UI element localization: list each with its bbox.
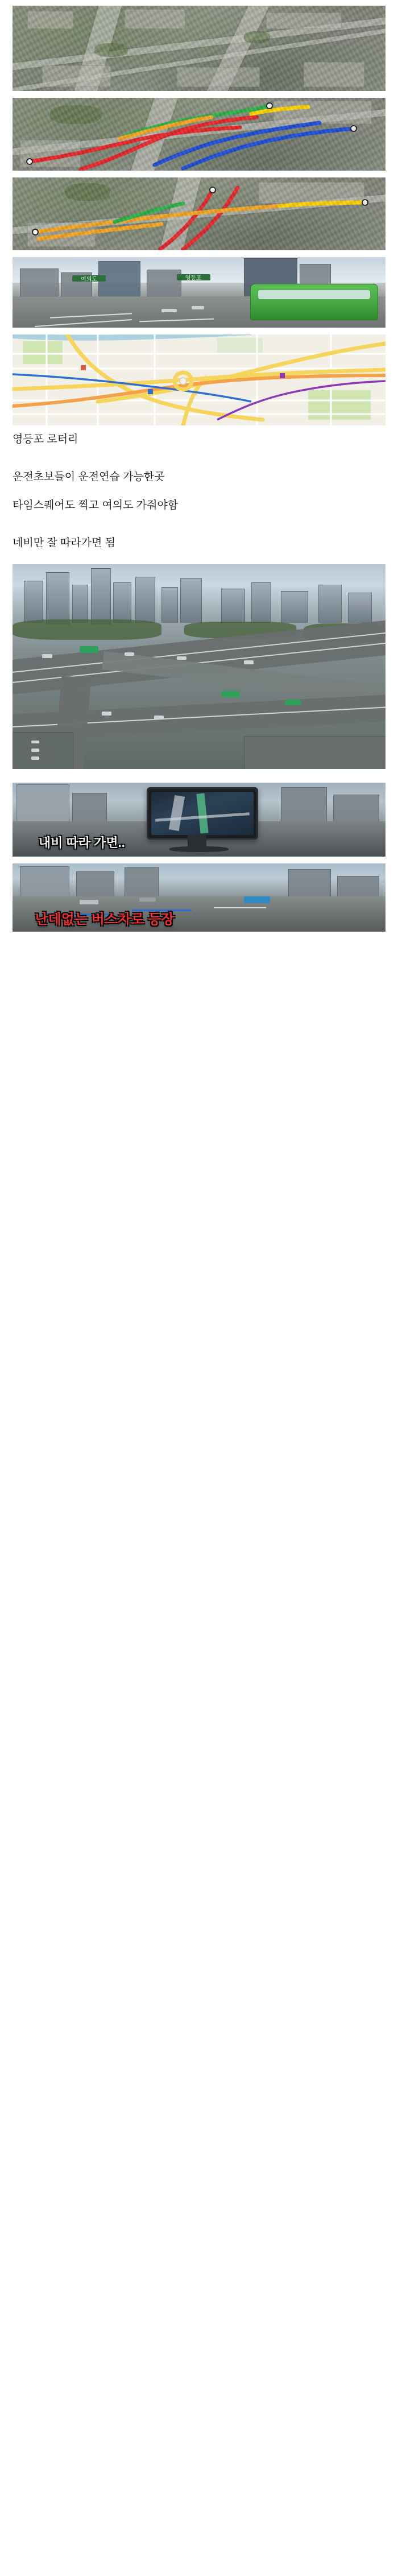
- bus-window: [258, 290, 370, 299]
- overhead-direction-sign: 여의도: [72, 275, 106, 282]
- skyscraper: [318, 585, 342, 623]
- car: [154, 716, 164, 719]
- car: [102, 712, 111, 715]
- map-svg: [13, 334, 385, 425]
- skyscraper: [180, 578, 202, 623]
- building-block: [125, 9, 185, 29]
- place-label: 영등포 로터리: [13, 433, 78, 445]
- building: [147, 270, 181, 296]
- car: [80, 900, 98, 904]
- car: [192, 306, 204, 309]
- block-street-bus: [0, 257, 398, 328]
- skyscraper: [251, 582, 271, 622]
- skyscraper: [281, 591, 308, 623]
- skyscraper: [161, 587, 177, 623]
- block-caption-place: [0, 432, 398, 447]
- caption-line-2: 타임스퀘어도 찍고 여의도 가줘야함: [13, 499, 179, 511]
- building-block: [304, 62, 364, 87]
- parked-car: [31, 749, 39, 752]
- building-block: [177, 67, 260, 87]
- aerial-photo-with-route-overlay-2: [13, 177, 385, 250]
- skyscraper: [46, 572, 69, 625]
- skyscraper: [348, 593, 371, 622]
- skyscraper: [91, 568, 111, 625]
- building: [20, 268, 59, 296]
- block-aerial-routes-2: [0, 177, 398, 250]
- building-block: [42, 65, 110, 87]
- green-area: [244, 31, 270, 43]
- skyscraper: [135, 577, 155, 623]
- parking-lot: [13, 732, 73, 769]
- aerial-photo-with-route-overlay-1: [13, 98, 385, 171]
- green-city-bus: [250, 284, 378, 320]
- route-overlay: [13, 177, 385, 250]
- car: [42, 654, 52, 658]
- route-overlay: [13, 98, 385, 171]
- nav-route-line: [196, 793, 209, 833]
- building: [281, 787, 327, 825]
- vector-road-map-yeongdeungpo: [13, 334, 385, 425]
- block-dashcam-bus-lane: [0, 863, 398, 932]
- navigation-screen[interactable]: [151, 792, 254, 835]
- car: [139, 898, 156, 902]
- bus: [221, 691, 240, 697]
- car: [161, 309, 176, 312]
- device-mount: [188, 834, 206, 847]
- block-aerial-routes-1: [0, 98, 398, 171]
- dashcam-photo-navigation-device: [13, 783, 385, 857]
- drone-photo-city-expressway: [13, 564, 385, 769]
- block-dashcam-navi: [0, 783, 398, 857]
- dashcam-photo-bus-lane: [13, 863, 385, 932]
- overhead-direction-sign-2: 영등포: [177, 274, 210, 280]
- building: [125, 867, 159, 900]
- caption-line-1: 운전초보들이 운전연습 가능한곳: [13, 471, 165, 483]
- parked-car: [31, 756, 39, 760]
- caption-line-3: 네비만 잘 따라가면 됨: [13, 537, 116, 549]
- bus: [244, 896, 270, 903]
- aerial-photo-yeongdeungpo-rotary: [13, 6, 385, 91]
- skyscraper: [113, 582, 131, 622]
- skyscraper: [24, 581, 44, 623]
- lane-marking: [214, 907, 266, 908]
- building-block: [27, 11, 73, 29]
- block-aerial-plain: [0, 6, 398, 91]
- car: [177, 656, 186, 660]
- image-page: [0, 6, 398, 932]
- block-caption-lines: [0, 470, 398, 551]
- device-suction-base: [169, 846, 229, 852]
- skyscraper: [72, 585, 88, 623]
- parked-car: [31, 741, 39, 744]
- green-area: [94, 43, 128, 57]
- meme-caption-navi: 내비 따라 가면..: [38, 835, 125, 850]
- navigation-device[interactable]: [147, 787, 258, 840]
- street-level-photo-with-bus: [13, 257, 385, 328]
- nav-road-line: [169, 795, 185, 831]
- car: [244, 660, 254, 664]
- block-drone-city: [0, 564, 398, 769]
- car: [125, 652, 134, 656]
- bus: [80, 646, 98, 653]
- bus: [285, 700, 301, 705]
- skyscraper: [221, 589, 244, 623]
- building-block: [266, 13, 342, 29]
- building-rooftop: [244, 736, 385, 769]
- meme-caption-bus-lane: 난데없는 버스차로 등장: [35, 911, 175, 927]
- tree-line: [13, 619, 161, 640]
- block-vector-map: [0, 334, 398, 425]
